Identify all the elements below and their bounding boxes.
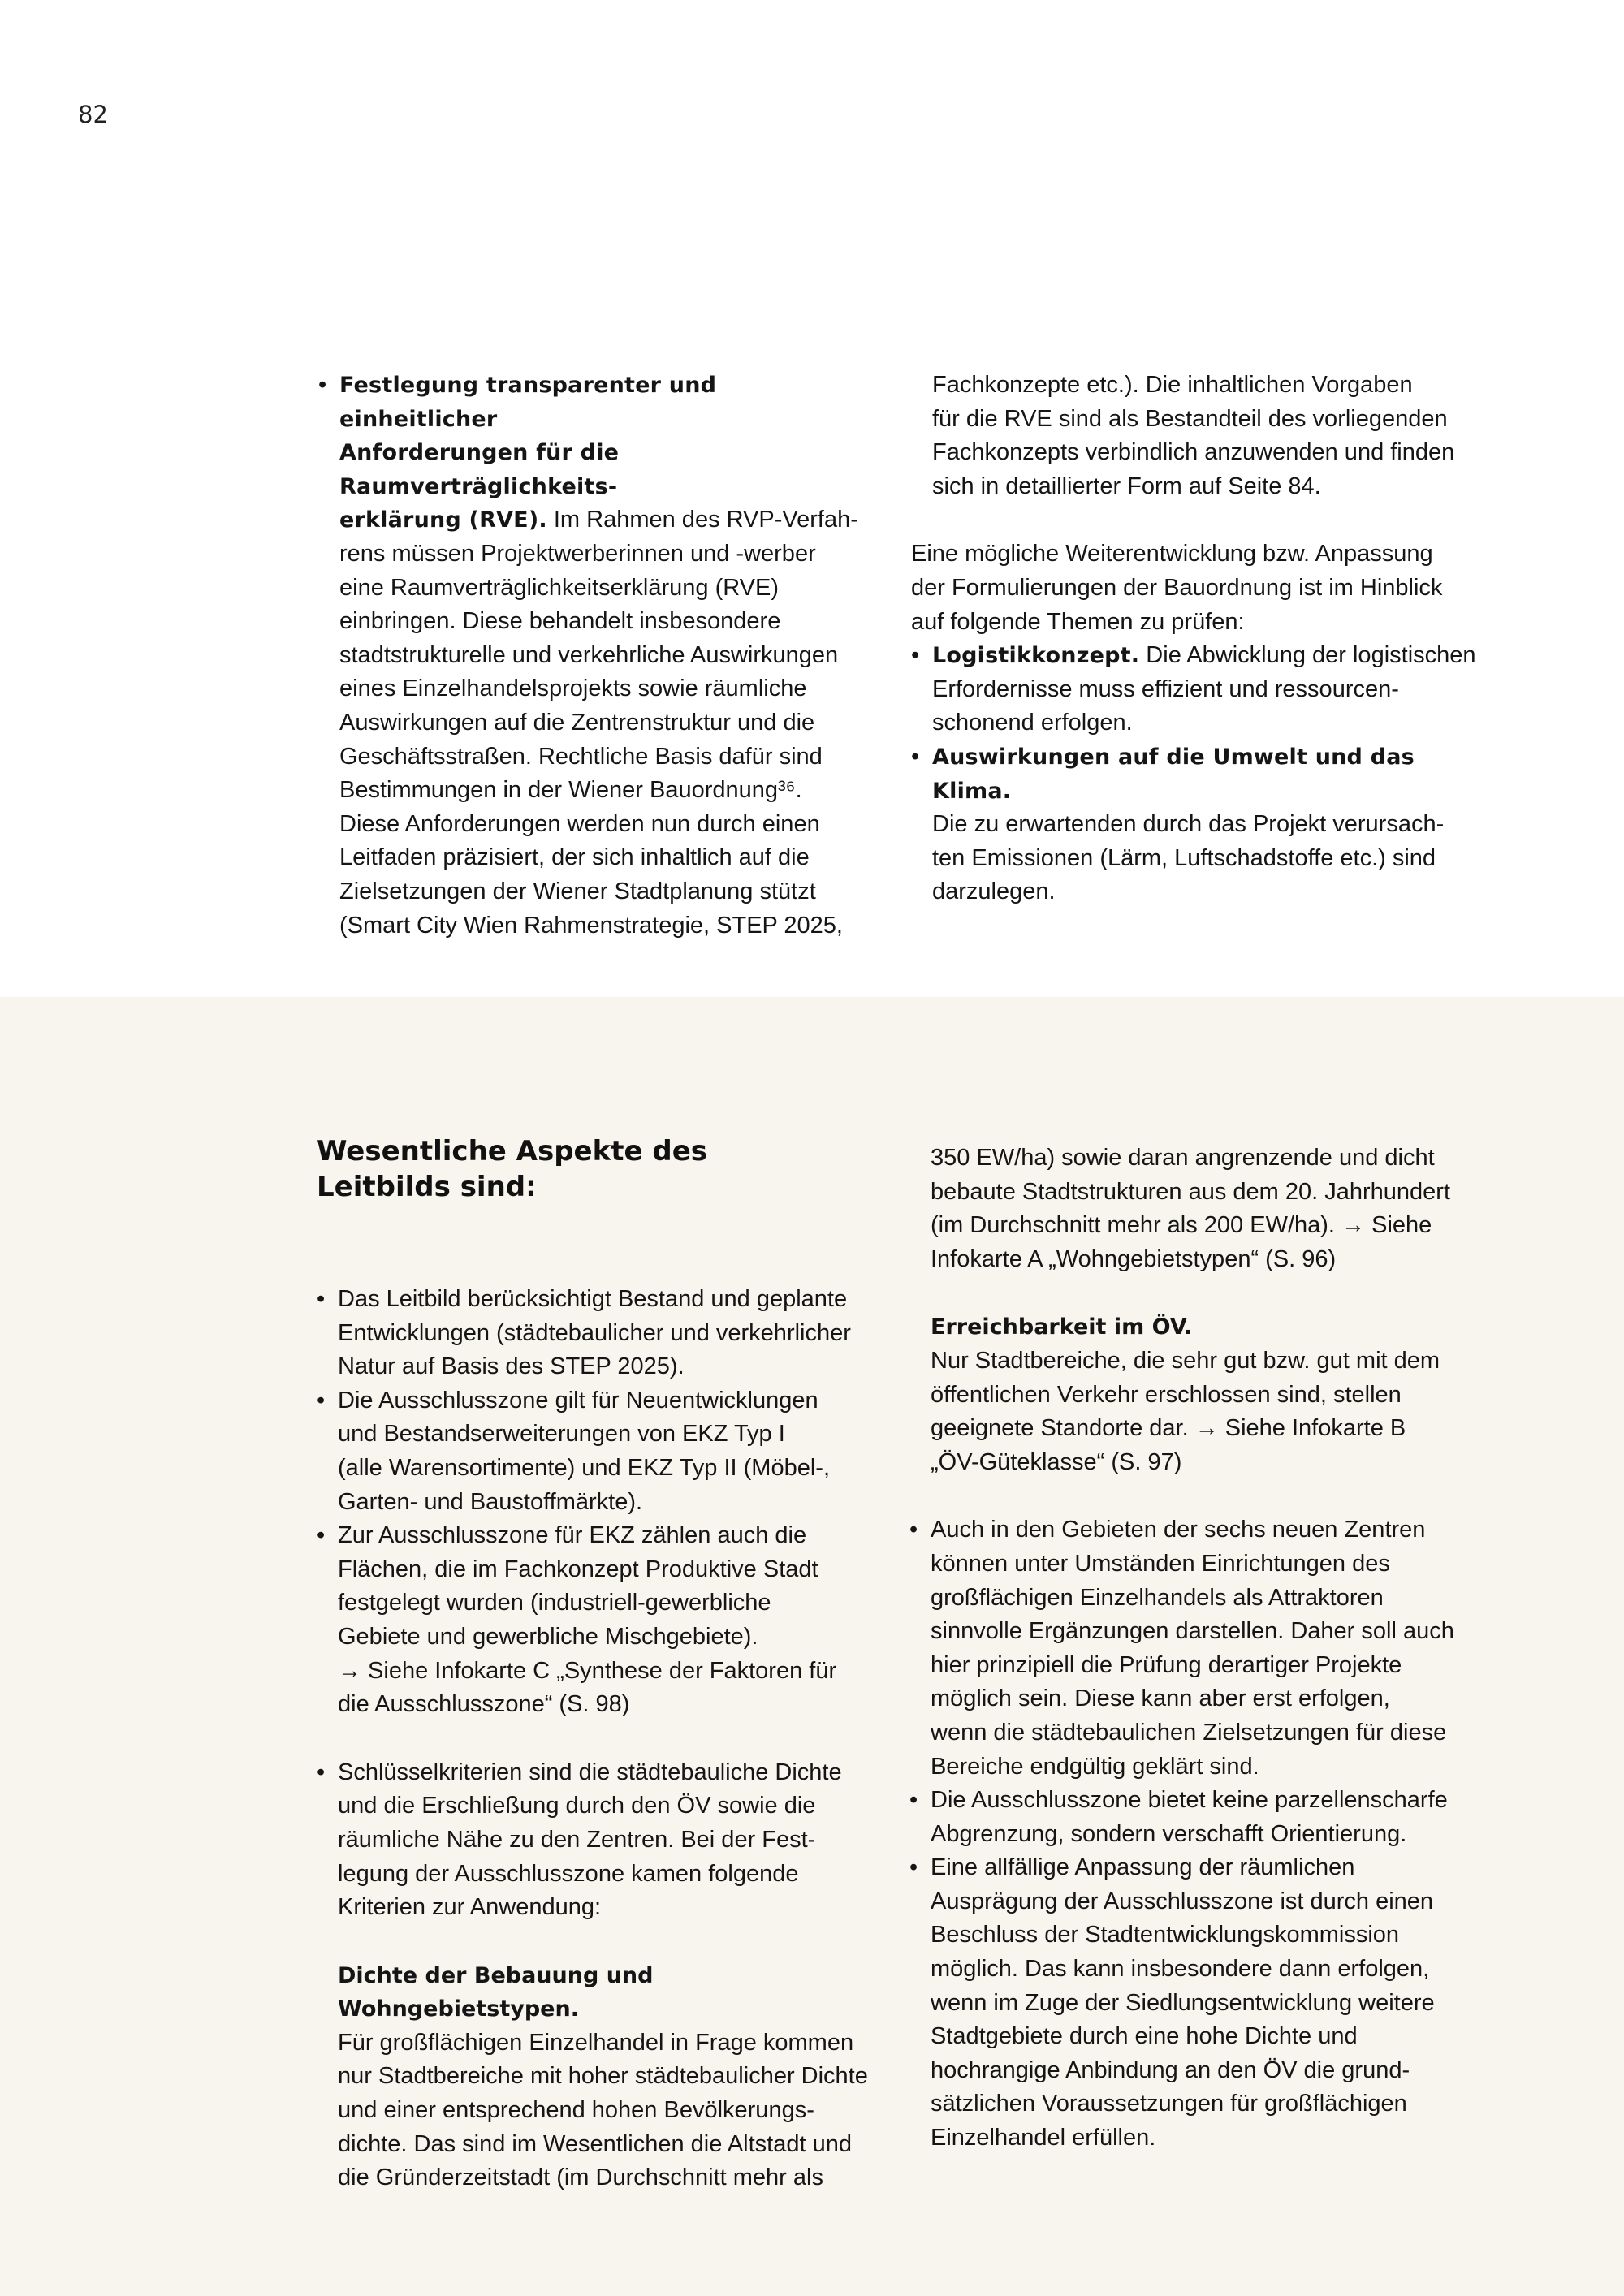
top-left-column <box>318 369 879 943</box>
list-item <box>317 1519 885 1722</box>
text-line: festgelegt wurden (industriell-gewerbliche <box>338 1590 771 1616</box>
text-line: Geschäftsstraßen. Rechtliche Basis dafür sind <box>339 743 823 770</box>
list-item <box>909 1784 1494 1851</box>
bullet-dot: • <box>911 743 920 770</box>
bullet-dot: • <box>909 1517 918 1543</box>
rve-bold-line: Festlegung transparenter und einheitlicher <box>339 373 717 432</box>
text-line: räumliche Nähe zu den Zentren. Bei der Fest- <box>338 1826 816 1853</box>
text-line: (alle Warensortimente) und EKZ Typ II (Möbel-, <box>338 1454 830 1481</box>
bullet-dot: • <box>317 1286 326 1312</box>
text-line: Entwicklungen (städtebaulicher und verkehrlicher <box>338 1319 851 1346</box>
text-line: Diese Anforderungen werden nun durch einen <box>339 810 820 837</box>
bullet-dot: • <box>911 642 920 669</box>
text-line: 350 EW/ha) sowie daran angrenzende und dicht <box>931 1145 1435 1171</box>
text-line: möglich sein. Diese kann aber erst erfolgen, <box>931 1685 1390 1712</box>
text-line: nur Stadtbereiche mit hoher städtebaulicher Dichte <box>338 2063 868 2090</box>
list-item <box>909 1513 1494 1784</box>
text-line: Gebiete und gewerbliche Mischgebiete). <box>338 1623 758 1650</box>
text-line: Die zu erwartenden durch das Projekt verursach- <box>932 811 1445 838</box>
list-item <box>317 1384 885 1519</box>
text-line: Garten- und Baustoffmärkte). <box>338 1488 643 1515</box>
text-line: Fachkonzepte etc.). Die inhaltlichen Vorgaben <box>932 372 1413 398</box>
text-line: Ausprägung der Ausschlusszone ist durch einen <box>931 1888 1434 1914</box>
logistik-bullet <box>911 639 1479 740</box>
text-line: Abgrenzung, sondern verschafft Orientierung. <box>931 1820 1407 1847</box>
text-line: dichte. Das sind im Wesentlichen die Altstadt und <box>338 2130 852 2157</box>
bullet-dot: • <box>909 1854 918 1881</box>
continuation-text <box>911 369 1479 503</box>
continuation-text <box>909 1142 1494 1479</box>
text-line: und Bestandserweiterungen von EKZ Typ I <box>338 1421 785 1448</box>
list-item <box>909 1851 1494 2155</box>
text-line: Natur auf Basis des STEP 2025). <box>338 1353 685 1380</box>
list-item <box>317 1283 885 1384</box>
text-line: Auswirkungen auf die Zentrenstruktur und die <box>339 709 815 736</box>
text-line: möglich. Das kann insbesondere dann erfolgen, <box>931 1956 1430 1983</box>
subsection-title: Erreichbarkeit im ÖV. <box>931 1314 1193 1340</box>
text-line: sinnvolle Ergänzungen darstellen. Daher soll auch <box>931 1618 1454 1645</box>
text-line: und einer entsprechend hohen Bevölkerungs- <box>338 2097 814 2124</box>
text-line: Eine mögliche Weiterentwicklung bzw. Anpassung <box>911 541 1433 568</box>
bullet-dot: • <box>317 1522 326 1549</box>
bullet-dot: • <box>909 1787 918 1814</box>
text-line: geeignete Standorte dar. → Siehe Infokarte B <box>931 1415 1406 1442</box>
subsection-title: Dichte der Bebauung und Wohngebietstypen. <box>338 1962 654 2022</box>
bullet-dot: • <box>317 1387 326 1413</box>
rve-bold-line: Anforderungen für die Raumverträglichkeits- <box>339 440 620 499</box>
rve-bullet <box>318 369 879 943</box>
text-line: sätzlichen Voraussetzungen für großflächigen <box>931 2091 1407 2117</box>
text-line: Beschluss der Stadtentwicklungskommission <box>931 1922 1400 1949</box>
text-line: Die Ausschlusszone bietet keine parzellenscharfe <box>931 1787 1448 1814</box>
infokarte-a-link: Infokarte A „Wohngebietstypen“ (S. 96) <box>931 1245 1337 1272</box>
list-item <box>317 1756 885 2195</box>
text-line: auf folgende Themen zu prüfen: <box>911 608 1245 635</box>
text-line: öffentlichen Verkehr erschlossen sind, stellen <box>931 1381 1402 1408</box>
text-line: Auch in den Gebieten der sechs neuen Zentren <box>931 1517 1426 1543</box>
section-heading: Leitbilds sind: <box>317 1171 537 1203</box>
infokarte-b-link: „ÖV-Güteklasse“ (S. 97) <box>931 1448 1182 1475</box>
text-line: und die Erschließung durch den ÖV sowie die <box>338 1793 816 1819</box>
rve-text: Im Rahmen des RVP-Verfah- <box>546 507 858 533</box>
rve-bold-line: erklärung (RVE). <box>339 507 547 533</box>
text-line: Eine allfällige Anpassung der räumlichen <box>931 1854 1355 1881</box>
text-line: (Smart City Wien Rahmenstrategie, STEP 2025, <box>339 912 843 939</box>
text-line: schonend erfolgen. <box>932 710 1133 736</box>
text-line: eines Einzelhandelsprojekts sowie räumliche <box>339 675 807 702</box>
text-line: Das Leitbild berücksichtigt Bestand und geplante <box>338 1286 848 1312</box>
text-line: Für großflächigen Einzelhandel in Frage kommen <box>338 2029 854 2056</box>
text-line: einbringen. Diese behandelt insbesondere <box>339 608 781 635</box>
bottom-right-column <box>909 1142 1494 2156</box>
text-line: (im Durchschnitt mehr als 200 EW/ha). → Siehe <box>931 1212 1432 1239</box>
text-line: Flächen, die im Fachkonzept Produktive Stadt <box>338 1556 818 1582</box>
text-line: Die Ausschlusszone gilt für Neuentwicklungen <box>338 1387 818 1413</box>
text-line: Kriterien zur Anwendung: <box>338 1894 602 1921</box>
text-line: ten Emissionen (Lärm, Luftschadstoffe etc.) sind <box>932 844 1436 871</box>
text-line: darzulegen. <box>932 878 1056 905</box>
text-line: hochrangige Anbindung an den ÖV die grund- <box>931 2056 1410 2083</box>
text-line: Schlüsselkriterien sind die städtebauliche Dichte <box>338 1759 842 1785</box>
text-line: Stadtgebiete durch eine hohe Dichte und <box>931 2023 1358 2050</box>
text-line: hier prinzipiell die Prüfung derartiger Projekte <box>931 1651 1402 1678</box>
text-line: sich in detaillierter Form auf Seite 84. <box>932 473 1321 499</box>
text-line: können unter Umständen Einrichtungen des <box>931 1550 1390 1577</box>
text-line: Erfordernisse muss effizient und ressourcen- <box>932 675 1399 702</box>
text-line: Leitfaden präzisiert, der sich inhaltlich auf die <box>339 844 810 871</box>
text-line: Bestimmungen in der Wiener Bauordnung³⁶. <box>339 777 802 804</box>
text-line: der Formulierungen der Bauordnung ist im Hinblick <box>911 574 1443 601</box>
text-line: Zielsetzungen der Wiener Stadtplanung stützt <box>339 878 816 904</box>
text-line: stadtstrukturelle und verkehrliche Auswirkungen <box>339 641 839 668</box>
infokarte-c-link: → Siehe Infokarte C „Synthese der Faktoren für <box>338 1657 837 1684</box>
bottom-left-column <box>317 1133 885 2195</box>
text-line: für die RVE sind als Bestandteil des vorliegenden <box>932 405 1448 432</box>
page-number: 82 <box>78 101 108 128</box>
logistik-title: Logistikkonzept. <box>932 643 1140 669</box>
text-line: großflächigen Einzelhandels als Attraktoren <box>931 1584 1384 1611</box>
text-line: die Ausschlusszone“ (S. 98) <box>338 1691 630 1718</box>
text-line: bebaute Stadtstrukturen aus dem 20. Jahrhundert <box>931 1178 1451 1205</box>
bullet-dot: • <box>318 372 327 398</box>
logistik-text: Die Abwicklung der logistischen <box>1139 642 1476 669</box>
text-line: Fachkonzepts verbindlich anzuwenden und finden <box>932 439 1455 466</box>
text-line: Bereiche endgültig geklärt sind. <box>931 1753 1259 1780</box>
text-line: eine Raumverträglichkeitserklärung (RVE) <box>339 574 780 601</box>
text-line: wenn die städtebaulichen Zielsetzungen für diese <box>931 1719 1447 1746</box>
text-line: die Gründerzeitstadt (im Durchschnitt mehr als <box>338 2164 823 2191</box>
umwelt-title: Auswirkungen auf die Umwelt und das Klima. <box>932 744 1415 804</box>
bullet-dot: • <box>317 1759 326 1785</box>
text-line: Zur Ausschlusszone für EKZ zählen auch die <box>338 1522 807 1549</box>
section-heading: Wesentliche Aspekte des <box>317 1135 708 1167</box>
umwelt-bullet <box>911 740 1479 909</box>
text-line: rens müssen Projektwerberinnen und -werber <box>339 540 816 567</box>
text-line: wenn im Zuge der Siedlungsentwicklung weitere <box>931 1989 1435 2016</box>
text-line: Einzelhandel erfüllen. <box>931 2125 1156 2151</box>
top-right-column <box>911 369 1479 909</box>
text-line: legung der Ausschlusszone kamen folgende <box>338 1860 799 1887</box>
text-line: Nur Stadtbereiche, die sehr gut bzw. gut mit dem <box>931 1347 1440 1374</box>
